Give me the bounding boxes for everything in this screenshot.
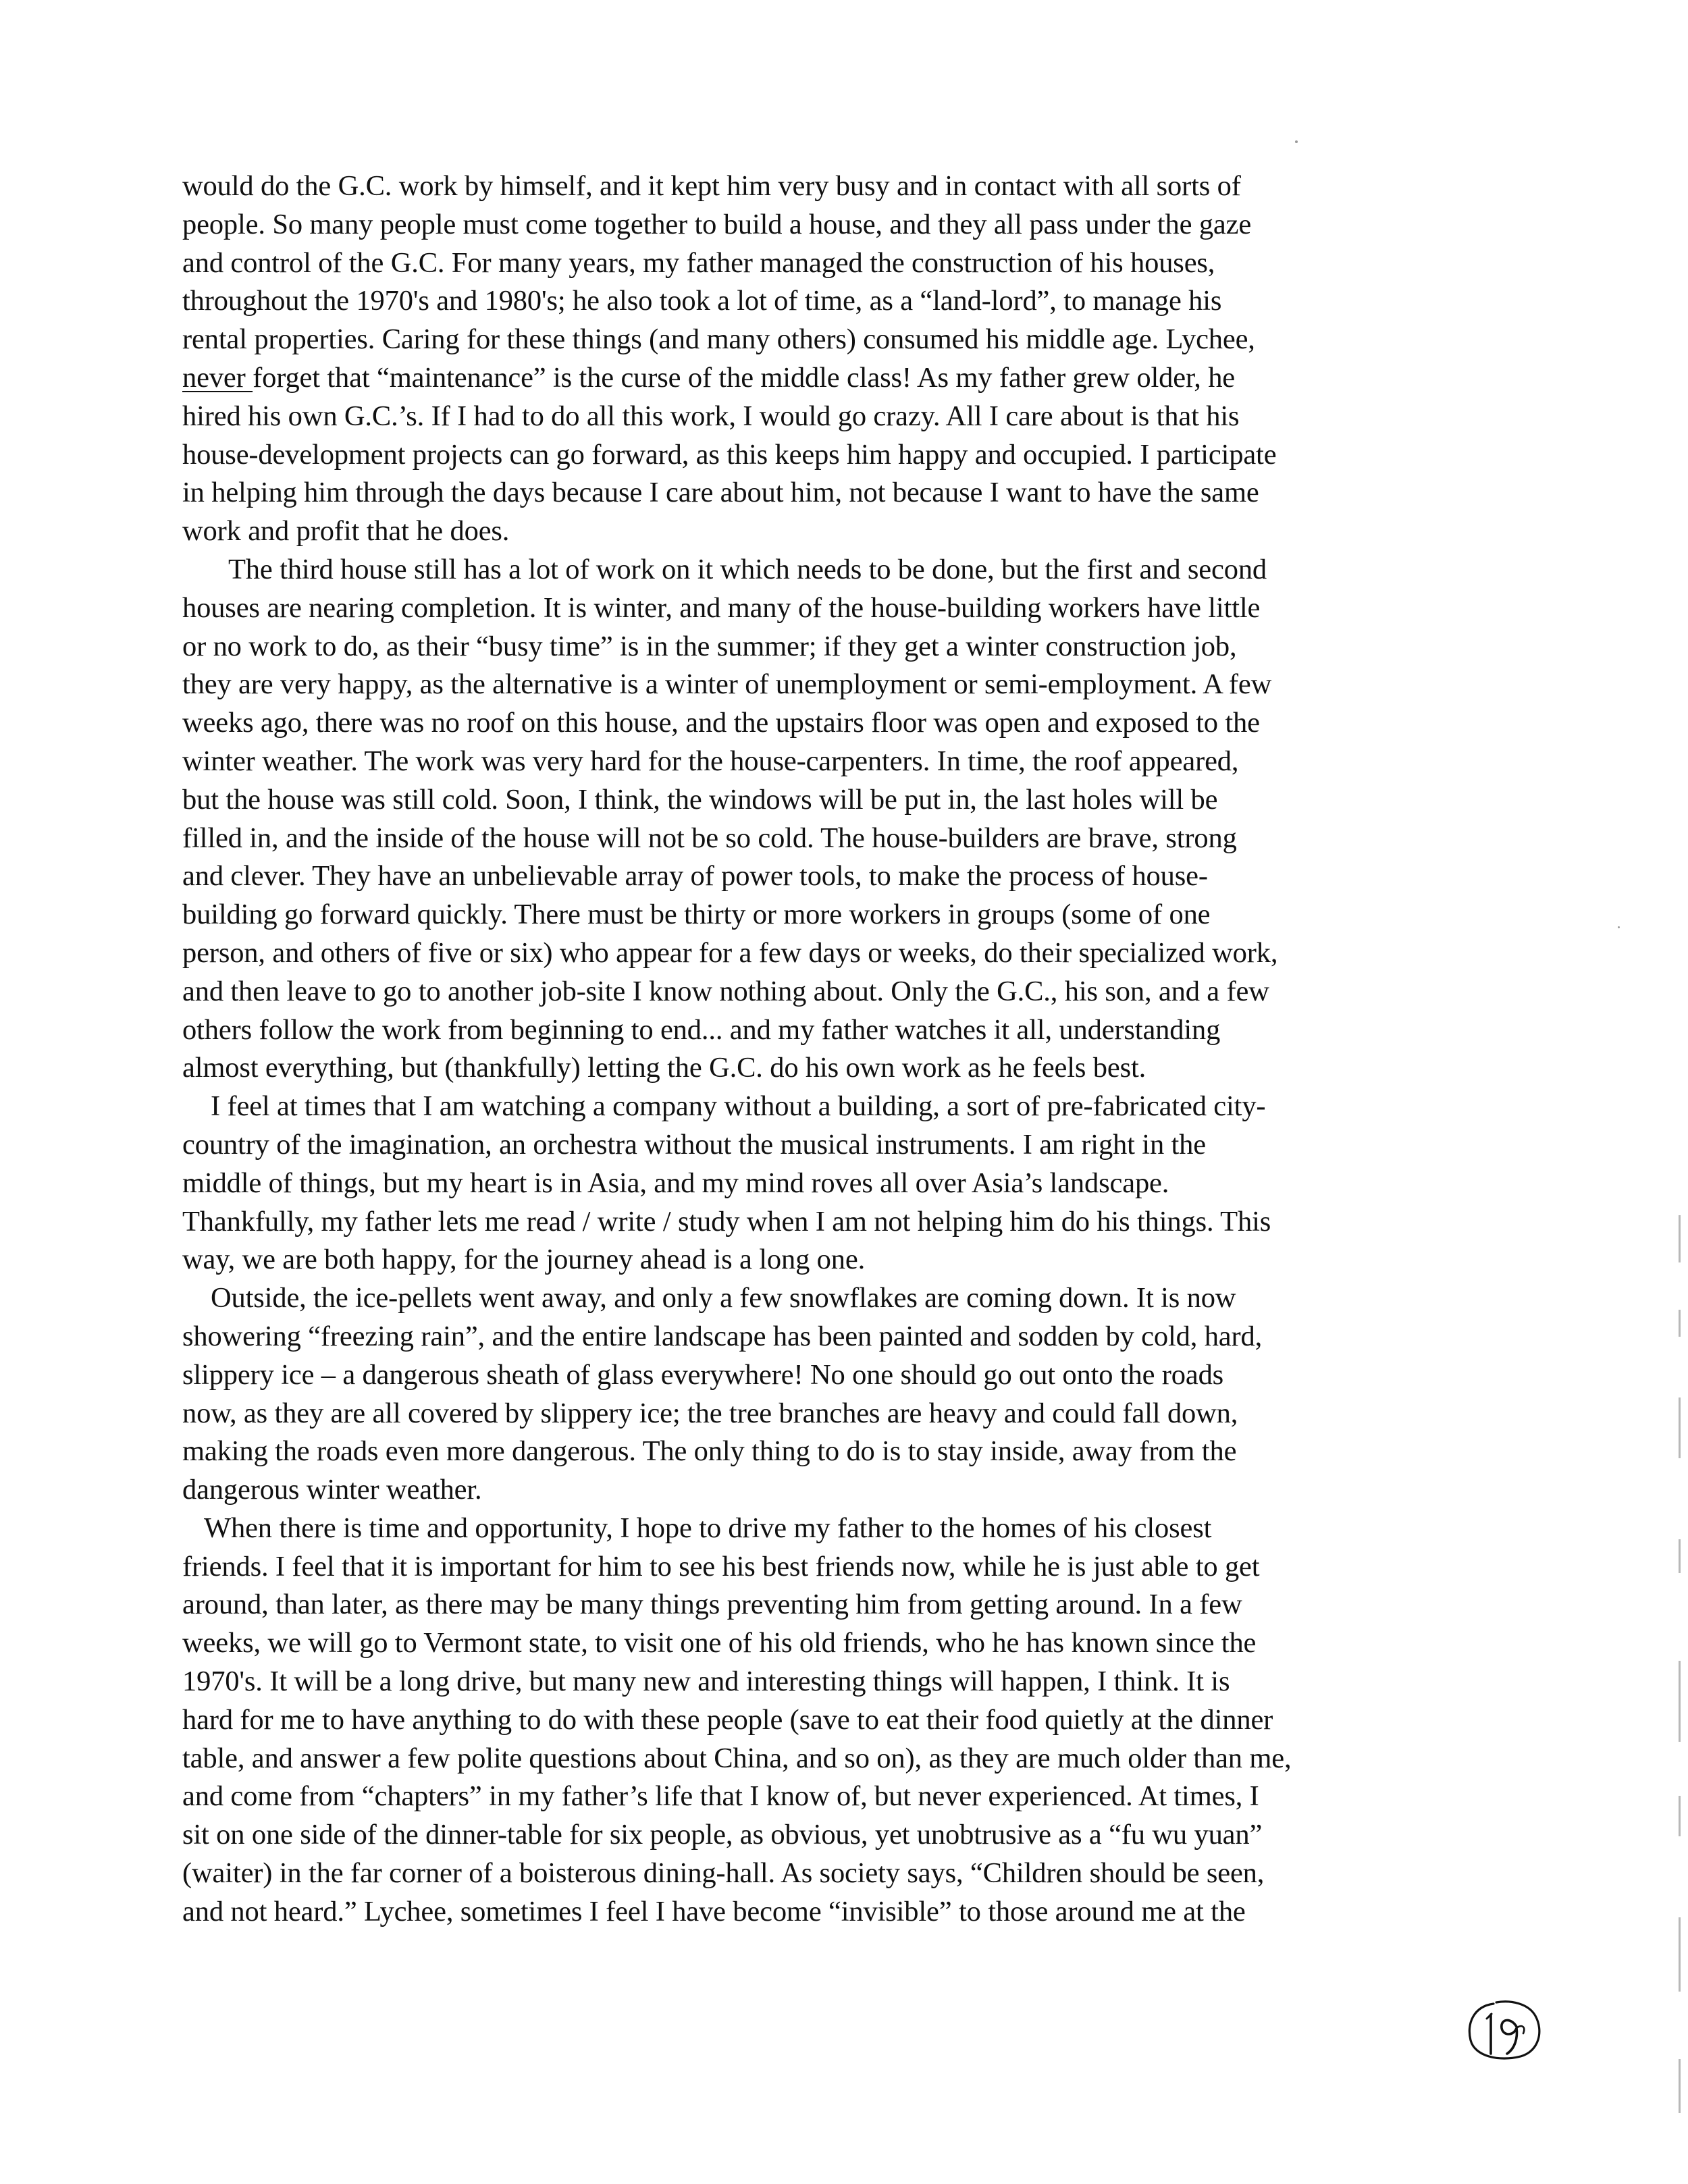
text-line xyxy=(182,1548,1499,1587)
text-line xyxy=(182,896,1499,934)
text-line-content: middle of things, but my heart is in Asia, and my mind roves all over Asia’s landscape. xyxy=(182,1167,1169,1199)
text-line-content: and then leave to go to another job-site I know nothing about. Only the G.C., his son, and a few xyxy=(182,975,1269,1007)
text-line xyxy=(182,436,1499,475)
text-line xyxy=(182,167,1499,206)
text-line xyxy=(182,666,1499,704)
text-line xyxy=(182,1663,1499,1701)
text-line xyxy=(182,1049,1499,1088)
text-line-content: Thankfully, my father lets me read / write / study when I am not helping him do his things. This xyxy=(182,1205,1271,1237)
text-line-content: slippery ice – a dangerous sheath of glass everywhere! No one should go out onto the roads xyxy=(182,1358,1224,1391)
page-number xyxy=(1464,1997,1545,2063)
text-line xyxy=(182,820,1499,858)
text-line-content: friends. I feel that it is important for him to see his best friends now, while he is just able to get xyxy=(182,1550,1260,1582)
text-line xyxy=(182,934,1499,973)
text-line xyxy=(182,1624,1499,1663)
text-line xyxy=(182,1279,1499,1318)
text-line xyxy=(182,474,1499,512)
text-line-content: would do the G.C. work by himself, and it kept him very busy and in contact with all sorts of xyxy=(182,170,1241,202)
text-line-content: but the house was still cold. Soon, I think, the windows will be put in, the last holes will be xyxy=(182,783,1218,816)
text-line-content: and clever. They have an unbelievable array of power tools, to make the process of house- xyxy=(182,860,1208,893)
text-line xyxy=(182,1395,1499,1433)
text-line-content: around, than later, as there may be many things preventing him from getting around. In a few xyxy=(182,1589,1242,1621)
text-line-content: showering “freezing rain”, and the entire landscape has been painted and sodden by cold, hard, xyxy=(182,1320,1263,1352)
text-line-content: they are very happy, as the alternative is a winter of unemployment or semi-employment. A few xyxy=(182,668,1272,701)
text-line xyxy=(182,1740,1499,1778)
text-line xyxy=(182,321,1499,359)
text-line xyxy=(182,1433,1499,1471)
text-line-content: winter weather. The work was very hard for the house-carpenters. In time, the roof appeared, xyxy=(182,745,1239,777)
text-line-content: The third house still has a lot of work on it which needs to be done, but the first and second xyxy=(228,553,1267,585)
text-line-content: and control of the G.C. For many years, my father managed the construction of his houses, xyxy=(182,246,1215,279)
text-line xyxy=(182,1855,1499,1893)
text-line xyxy=(182,589,1499,628)
text-line xyxy=(182,1701,1499,1740)
circled-page-number-icon xyxy=(1464,1997,1545,2063)
text-line-content: 1970's. It will be a long drive, but many new and interesting things will happen, I think. It is xyxy=(182,1666,1230,1698)
text-line-content: in helping him through the days because I care about him, not because I want to have the same xyxy=(182,477,1259,509)
text-line xyxy=(182,1203,1499,1242)
text-line-content: forget that “maintenance” is the curse of the middle class! As my father grew older, he xyxy=(253,361,1236,394)
text-line-content: houses are nearing completion. It is winter, and many of the house-building workers have little xyxy=(182,591,1261,624)
text-line-content: weeks ago, there was no roof on this house, and the upstairs floor was open and exposed to the xyxy=(182,707,1260,739)
text-line-content: others follow the work from beginning to end... and my father watches it all, understanding xyxy=(182,1013,1221,1046)
text-line xyxy=(182,1586,1499,1624)
text-line xyxy=(182,743,1499,781)
text-line xyxy=(182,244,1499,283)
text-line-content: now, as they are all covered by slippery ice; the tree branches are heavy and could fall down, xyxy=(182,1397,1238,1429)
text-line-content: When there is time and opportunity, I hope to drive my father to the homes of his closest xyxy=(204,1512,1212,1544)
text-line-content: or no work to do, as their “busy time” is in the summer; if they get a winter construction job, xyxy=(182,630,1237,662)
text-line-content: filled in, and the inside of the house will not be so cold. The house-builders are brave, strong xyxy=(182,822,1237,854)
text-line-content: sit on one side of the dinner-table for six people, as obvious, yet unobtrusive as a “fu wu yuan” xyxy=(182,1819,1263,1851)
text-line xyxy=(182,1471,1499,1510)
text-line-content: country of the imagination, an orchestra without the musical instruments. I am right in the xyxy=(182,1128,1206,1161)
text-line-content: dangerous winter weather. xyxy=(182,1474,482,1506)
text-line-content: almost everything, but (thankfully) letting the G.C. do his own work as he feels best. xyxy=(182,1052,1146,1084)
underlined-word: never xyxy=(182,361,253,394)
text-line-content: throughout the 1970's and 1980's; he also took a lot of time, as a “land-lord”, to manage his xyxy=(182,285,1222,317)
scan-speck xyxy=(1295,140,1298,143)
text-line xyxy=(182,1126,1499,1165)
text-line-content: building go forward quickly. There must be thirty or more workers in groups (some of one xyxy=(182,899,1211,931)
text-line xyxy=(182,1011,1499,1050)
text-line xyxy=(182,628,1499,666)
text-line xyxy=(182,1356,1499,1395)
text-line-content: and come from “chapters” in my father’s life that I know of, but never experienced. At times, I xyxy=(182,1780,1259,1813)
text-line xyxy=(182,1241,1499,1279)
text-line xyxy=(182,512,1499,551)
text-line xyxy=(182,1318,1499,1356)
text-line-content: hired his own G.C.’s. If I had to do all this work, I would go crazy. All I care about is that his xyxy=(182,400,1240,432)
text-line-content: person, and others of five or six) who appear for a few days or weeks, do their specialized work, xyxy=(182,936,1278,969)
text-line-content: way, we are both happy, for the journey ahead is a long one. xyxy=(182,1244,866,1276)
text-line xyxy=(182,551,1499,589)
text-line xyxy=(182,1165,1499,1203)
text-line-content: people. So many people must come together to build a house, and they all pass under the gaze xyxy=(182,208,1252,240)
text-line-content: weeks, we will go to Vermont state, to visit one of his old friends, who he has known since the xyxy=(182,1627,1257,1659)
text-line-content: making the roads even more dangerous. The only thing to do is to stay inside, away from the xyxy=(182,1435,1237,1468)
text-line xyxy=(182,206,1499,244)
text-line-content: and not heard.” Lychee, sometimes I feel I have become “invisible” to those around me at the xyxy=(182,1895,1246,1927)
body-text xyxy=(182,167,1499,1932)
text-line xyxy=(182,1816,1499,1855)
scan-speck xyxy=(1618,926,1620,928)
text-line xyxy=(182,704,1499,743)
text-line xyxy=(182,1778,1499,1816)
text-line-content: hard for me to have anything to do with these people (save to eat their food quietly at the dinner xyxy=(182,1703,1273,1736)
text-line-content: I feel at times that I am watching a company without a building, a sort of pre-fabricated city- xyxy=(211,1090,1266,1123)
text-line xyxy=(182,1088,1499,1126)
text-line xyxy=(182,973,1499,1011)
text-line-content: rental properties. Caring for these things (and many others) consumed his middle age. Lychee, xyxy=(182,323,1255,356)
text-line xyxy=(182,282,1499,321)
text-line-content: work and profit that he does. xyxy=(182,515,510,548)
text-line-content: house-development projects can go forward, as this keeps him happy and occupied. I participate xyxy=(182,438,1277,471)
text-line-content: (waiter) in the far corner of a boisterous dining-hall. As society says, “Children should be seen, xyxy=(182,1857,1265,1890)
scan-edge-marks xyxy=(1679,1188,1683,2167)
text-line-content: table, and answer a few polite questions about China, and so on), as they are much older than me, xyxy=(182,1742,1292,1774)
text-line xyxy=(182,1893,1499,1932)
text-line xyxy=(182,1510,1499,1548)
text-line xyxy=(182,857,1499,896)
text-line xyxy=(182,398,1499,436)
text-line xyxy=(182,781,1499,820)
text-line xyxy=(182,359,1499,398)
text-line-content: Outside, the ice-pellets went away, and only a few snowflakes are coming down. It is now xyxy=(211,1282,1236,1314)
